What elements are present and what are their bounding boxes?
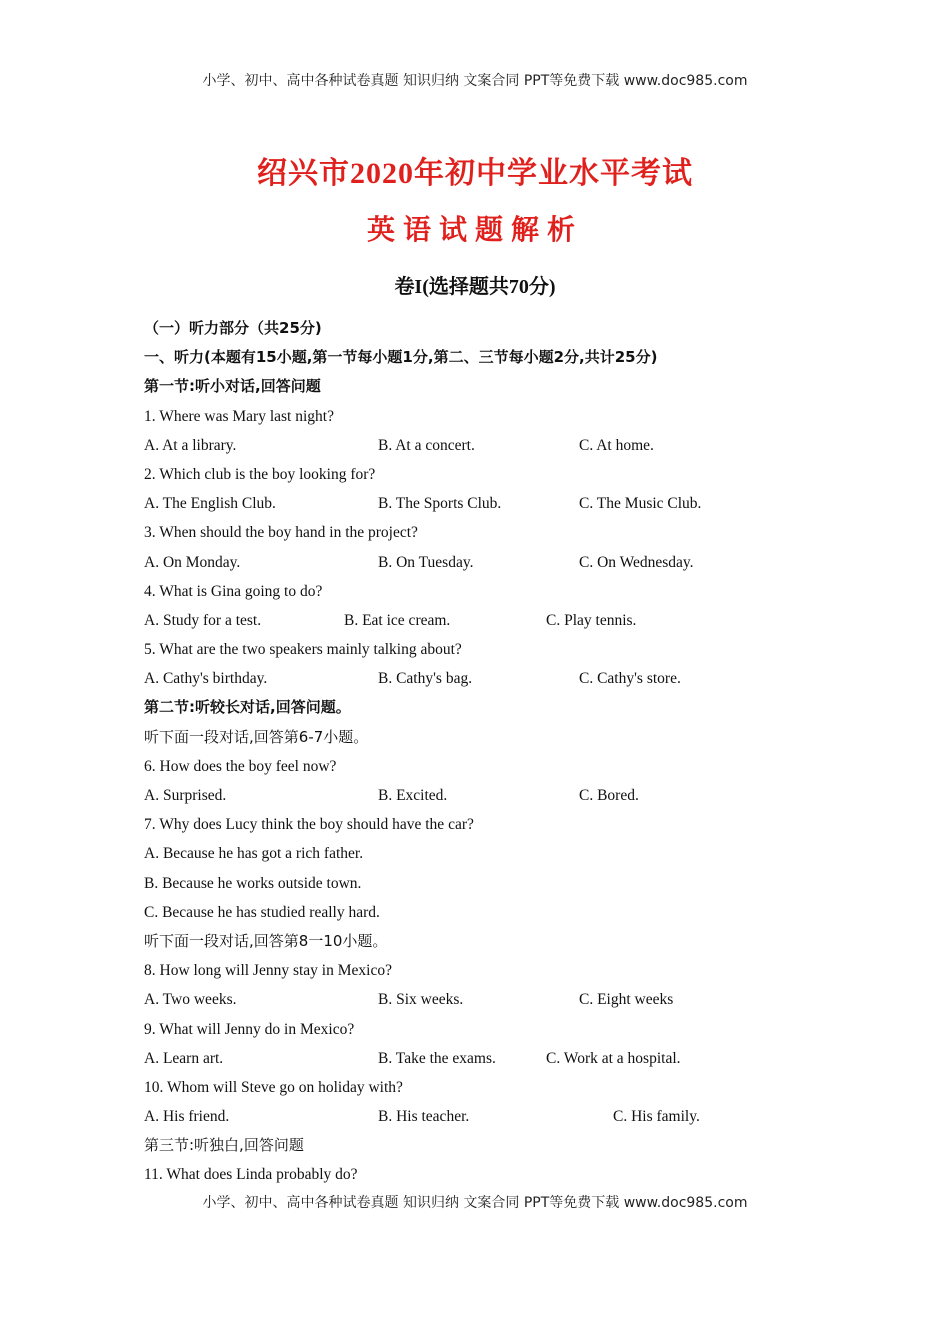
- option-a: A. Two weeks.: [144, 991, 237, 1009]
- option-c: C. Work at a hospital.: [546, 1049, 681, 1067]
- question-stem: 3. When should the boy hand in the project?: [144, 524, 418, 542]
- option-c: C. His family.: [613, 1108, 700, 1126]
- question-stem: 10. Whom will Steve go on holiday with?: [144, 1078, 403, 1096]
- question-content: [144, 314, 824, 1190]
- option-c: C. Play tennis.: [546, 611, 637, 629]
- section-2-note: 听下面一段对话,回答第6-7小题。: [144, 727, 369, 746]
- option-c: C. At home.: [579, 436, 654, 454]
- option-a: A. Because he has got a rich father.: [144, 845, 364, 863]
- question-stem: 5. What are the two speakers mainly talking about?: [144, 641, 462, 659]
- page-header: 小学、初中、高中各种试卷真题 知识归纳 文案合同 PPT等免费下载 www.doc985.com: [202, 73, 748, 89]
- question-stem: 1. Where was Mary last night?: [144, 407, 334, 425]
- option-a: A. His friend.: [144, 1108, 230, 1126]
- section-1-heading: 第一节:听小对话,回答问题: [144, 377, 321, 396]
- option-b: B. His teacher.: [378, 1108, 470, 1126]
- section-2-note: 听下面一段对话,回答第8一10小题。: [144, 931, 388, 950]
- option-a: A. On Monday.: [144, 553, 241, 571]
- option-a: A. The English Club.: [144, 495, 276, 513]
- section-listening: （一）听力部分（共25分): [144, 319, 322, 337]
- option-b: B. On Tuesday.: [378, 553, 474, 571]
- exam-subtitle: 英语试题解析: [366, 215, 583, 246]
- option-b: B. Take the exams.: [378, 1049, 496, 1067]
- options-row: [144, 985, 824, 1014]
- exam-title: 绍兴市2020年初中学业水平考试: [257, 157, 693, 190]
- options-row: [144, 1102, 824, 1131]
- part-one-heading: 一、听力(本题有15小题,第一节每小题1分,第二、三节每小题2分,共计25分): [144, 348, 658, 367]
- options-row: [144, 781, 824, 810]
- question-stem: 7. Why does Lucy think the boy should have the car?: [144, 816, 474, 834]
- option-a: A. Cathy's birthday.: [144, 670, 268, 688]
- section-3-heading: 第三节:听独白,回答问题: [144, 1136, 304, 1155]
- page-footer: 小学、初中、高中各种试卷真题 知识归纳 文案合同 PPT等免费下载 www.doc985.com: [202, 1195, 748, 1211]
- option-b: B. The Sports Club.: [378, 495, 502, 513]
- question-stem: 2. Which club is the boy looking for?: [144, 465, 376, 483]
- option-b: B. Six weeks.: [378, 991, 464, 1009]
- option-b: B. Eat ice cream.: [344, 611, 451, 629]
- question-stem: 8. How long will Jenny stay in Mexico?: [144, 962, 392, 980]
- section-2-heading: 第二节:听较长对话,回答问题。: [144, 698, 351, 717]
- option-c: C. Because he has studied really hard.: [144, 903, 380, 921]
- option-b: B. Excited.: [378, 787, 448, 804]
- option-b: B. Cathy's bag.: [378, 670, 473, 688]
- option-c: C. Cathy's store.: [579, 670, 681, 688]
- option-b: B. Because he works outside town.: [144, 874, 362, 892]
- options-row: [144, 548, 824, 577]
- question-stem: 11. What does Linda probably do?: [144, 1166, 358, 1184]
- option-c: C. Bored.: [579, 787, 639, 804]
- question-stem: 6. How does the boy feel now?: [144, 757, 337, 775]
- question-stem: 4. What is Gina going to do?: [144, 582, 323, 600]
- options-row: [144, 606, 824, 635]
- option-a: A. Surprised.: [144, 787, 227, 804]
- question-stem: 9. What will Jenny do in Mexico?: [144, 1020, 355, 1038]
- option-a: A. Study for a test.: [144, 611, 262, 629]
- paper-title: 卷I(选择题共70分): [394, 276, 556, 298]
- option-c: C. Eight weeks: [579, 991, 674, 1009]
- option-c: C. The Music Club.: [579, 495, 702, 513]
- options-row: [144, 1044, 824, 1073]
- options-row: [144, 489, 824, 518]
- options-row: [144, 431, 824, 460]
- option-b: B. At a concert.: [378, 436, 475, 454]
- options-row: [144, 664, 824, 693]
- option-a: A. At a library.: [144, 436, 237, 454]
- option-a: A. Learn art.: [144, 1049, 224, 1067]
- option-c: C. On Wednesday.: [579, 553, 694, 571]
